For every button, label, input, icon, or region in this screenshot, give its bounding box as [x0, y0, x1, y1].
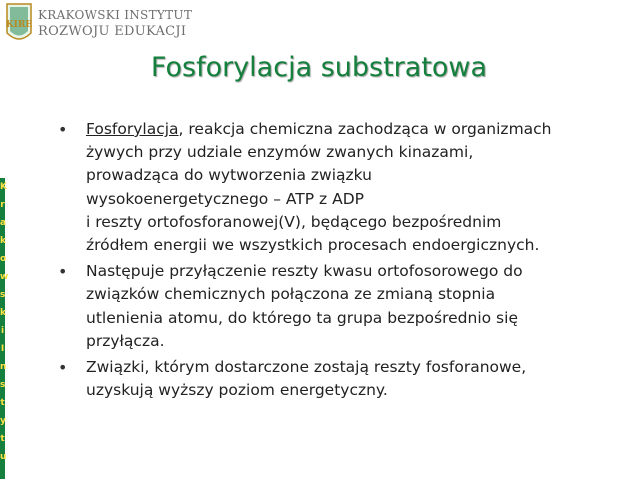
bullet-line: żywych przy udziale enzymów zwanych kinazami,	[86, 143, 474, 162]
strip-letter: o	[0, 254, 7, 264]
strip-letter: n	[0, 362, 7, 372]
slide-title: Fosforylacja substratowa	[150, 52, 488, 83]
bullet-item	[58, 260, 618, 353]
bullet-line: Następuje przyłączenie reszty kwasu ortofosorowego do	[86, 262, 523, 281]
strip-letter: K	[0, 182, 7, 192]
strip-letter: k	[0, 236, 6, 246]
bullet-line: Związki, którym dostarczone zostają reszty fosforanowe,	[86, 358, 527, 377]
side-strip	[0, 178, 9, 479]
bullet-line: uzyskują wyższy poziom energetyczny.	[86, 381, 388, 400]
bullet-line: utlenienia atomu, do którego ta grupa bezpośrednio się	[86, 308, 518, 327]
bullet-icon: •	[58, 262, 68, 282]
strip-letter: I	[0, 344, 5, 354]
strip-letter: k	[0, 308, 6, 318]
strip-letter: r	[0, 200, 5, 210]
bullet-line: źródłem energii we wszystkich procesach endoergicznych.	[86, 236, 540, 255]
strip-letter: t	[0, 434, 5, 444]
term-fosforylacja: Fosforylacja	[86, 120, 179, 138]
bullet-line	[86, 118, 618, 141]
strip-letter: u	[0, 452, 7, 462]
crest-icon	[6, 3, 32, 45]
bullet-line: prowadząca do wytworzenia związku	[86, 166, 372, 185]
institute-logo	[0, 0, 200, 50]
bullet-line: związków chemicznych połączona ze zmianą stopnia	[86, 285, 496, 304]
bullet-icon: •	[58, 120, 68, 139]
logo-line-2: ROZWOJU EDUKACJI	[38, 24, 187, 39]
bullet-item	[58, 356, 618, 402]
strip-letter: a	[0, 218, 7, 228]
strip-letter: w	[0, 272, 9, 282]
bullet-line: przyłącza.	[86, 331, 165, 350]
strip-letter: t	[0, 398, 5, 408]
logo-line-1: KRAKOWSKI INSTYTUT	[38, 8, 193, 22]
strip-letter: i	[0, 326, 5, 336]
strip-letter: s	[0, 290, 6, 300]
crest-lettering: KIRE	[5, 20, 33, 30]
strip-letter: y	[0, 416, 6, 426]
bullet-text: , reakcja chemiczna zachodząca w organizmach	[178, 120, 552, 138]
bullet-icon: •	[58, 358, 68, 378]
bullet-list	[58, 118, 618, 405]
bullet-line: wysokoenergetycznego – ATP z ADP	[86, 189, 364, 208]
strip-letter: s	[0, 380, 6, 390]
bullet-item	[58, 118, 618, 257]
bullet-line: i reszty ortofosforanowej(V), będącego bezpośrednim	[86, 212, 502, 231]
